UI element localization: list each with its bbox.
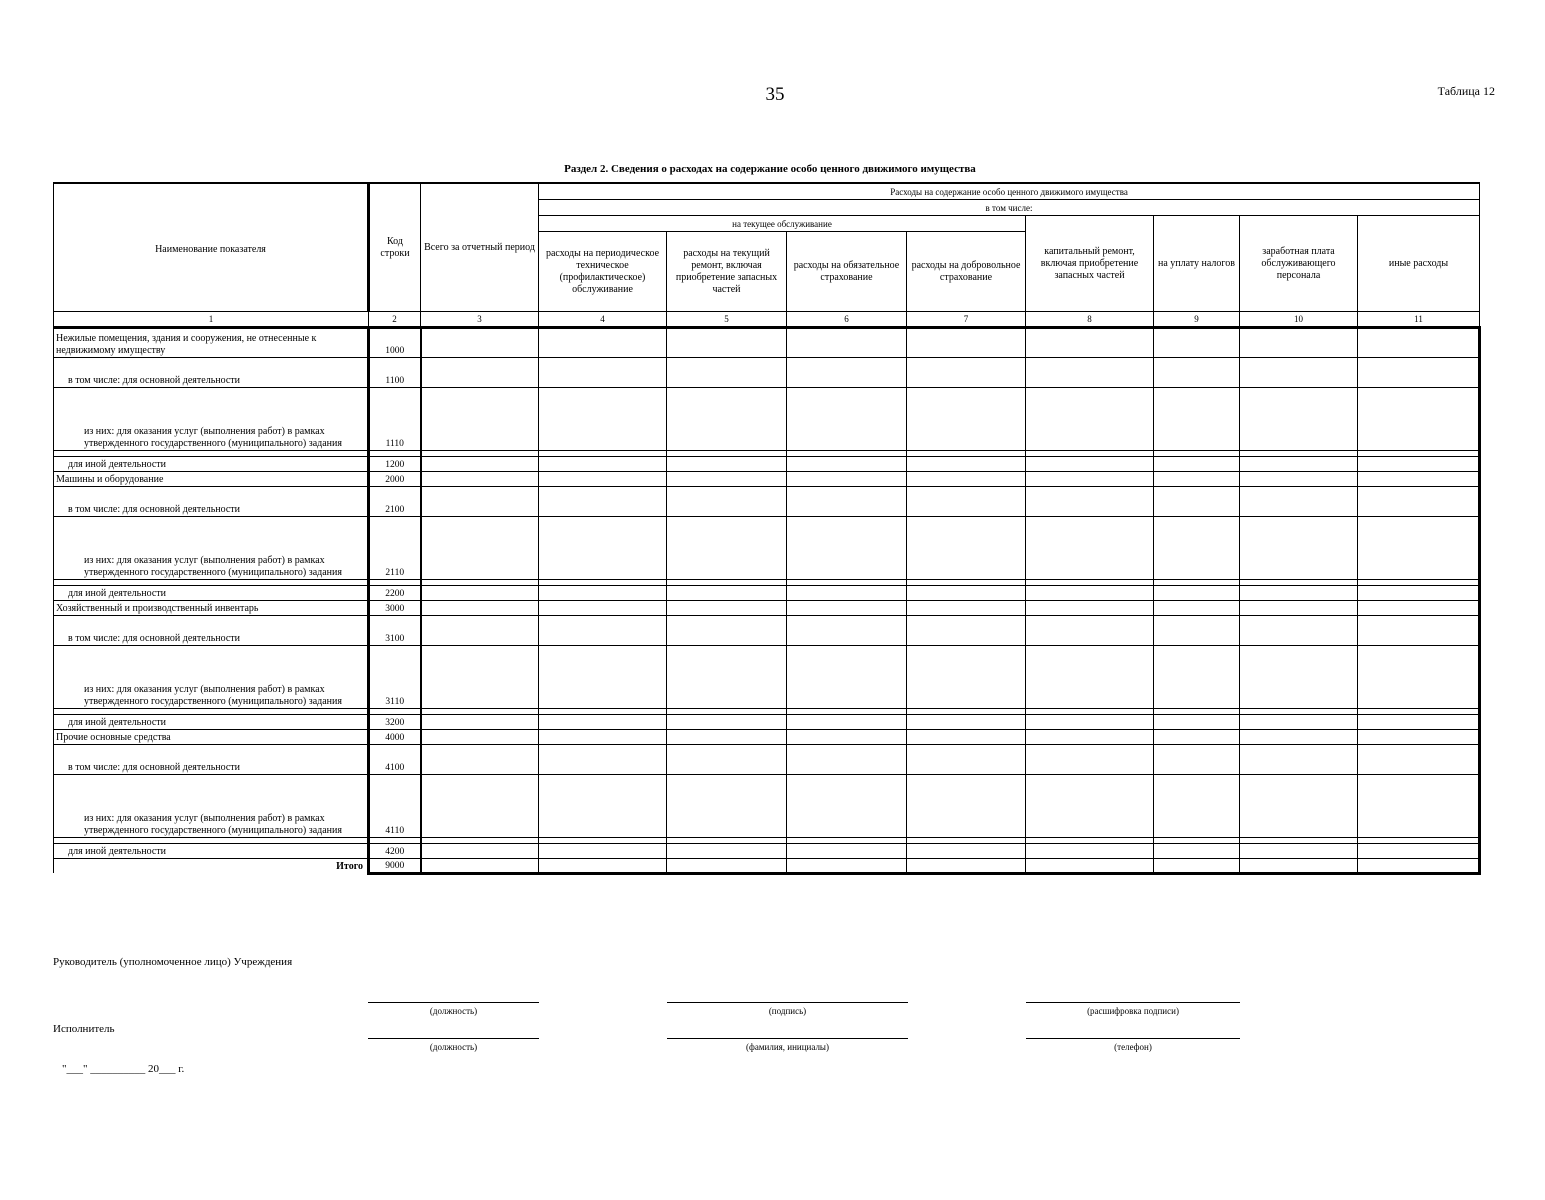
- value-cell[interactable]: [421, 715, 539, 730]
- value-cell[interactable]: [1154, 358, 1240, 388]
- value-cell[interactable]: [539, 646, 667, 709]
- value-cell[interactable]: [787, 517, 907, 580]
- row-name: в том числе: для основной деятельности: [54, 358, 369, 388]
- row-name: для иной деятельности: [54, 715, 369, 730]
- row-name: для иной деятельности: [54, 844, 369, 859]
- row-name: Прочие основные средства: [54, 730, 369, 745]
- value-cell[interactable]: [907, 775, 1026, 838]
- value-cell[interactable]: [1026, 487, 1154, 517]
- value-cell[interactable]: [1240, 730, 1358, 745]
- value-cell[interactable]: [787, 328, 907, 358]
- section-title: Раздел 2. Сведения о расходах на содержание особо ценного движимого имущества: [564, 163, 976, 175]
- value-cell[interactable]: [1240, 775, 1358, 838]
- value-cell[interactable]: [421, 844, 539, 859]
- value-cell[interactable]: [907, 457, 1026, 472]
- header-col-10: заработная плата обслуживающего персонала: [1240, 216, 1358, 312]
- value-cell[interactable]: [421, 388, 539, 451]
- value-cell[interactable]: [907, 517, 1026, 580]
- value-cell[interactable]: [667, 328, 787, 358]
- row-name: в том числе: для основной деятельности: [54, 616, 369, 646]
- value-cell[interactable]: [1026, 859, 1154, 874]
- value-cell[interactable]: [1240, 487, 1358, 517]
- row-code: 2100: [369, 487, 421, 517]
- value-cell[interactable]: [1358, 859, 1480, 874]
- value-cell[interactable]: [539, 388, 667, 451]
- table-row: [54, 616, 1480, 646]
- value-cell[interactable]: [907, 358, 1026, 388]
- expenses-table: [53, 182, 1481, 875]
- value-cell[interactable]: [539, 358, 667, 388]
- value-cell[interactable]: [539, 715, 667, 730]
- row-code: 3200: [369, 715, 421, 730]
- row-code: 4100: [369, 745, 421, 775]
- row-code: 1200: [369, 457, 421, 472]
- header-including: в том числе:: [539, 200, 1480, 216]
- value-cell[interactable]: [421, 472, 539, 487]
- executor-position-caption: (должность): [429, 1042, 478, 1052]
- value-cell[interactable]: [907, 487, 1026, 517]
- row-name: в том числе: для основной деятельности: [54, 487, 369, 517]
- row-name: из них: для оказания услуг (выполнения работ) в рамках утвержденного государственного (муниципального) задания: [54, 775, 369, 838]
- table-row: [54, 517, 1480, 580]
- value-cell[interactable]: [1358, 517, 1480, 580]
- value-cell[interactable]: [1358, 358, 1480, 388]
- table-row: [54, 859, 1480, 874]
- value-cell[interactable]: [421, 457, 539, 472]
- executor-label: Исполнитель: [53, 1023, 115, 1035]
- col-number: 5: [667, 312, 787, 328]
- value-cell[interactable]: [1358, 487, 1480, 517]
- value-cell[interactable]: [1358, 730, 1480, 745]
- table-row: [54, 730, 1480, 745]
- row-code: 2000: [369, 472, 421, 487]
- value-cell[interactable]: [1358, 715, 1480, 730]
- value-cell[interactable]: [1154, 859, 1240, 874]
- value-cell[interactable]: [667, 844, 787, 859]
- executor-name-caption: (фамилия, инициалы): [746, 1042, 829, 1052]
- value-cell[interactable]: [667, 517, 787, 580]
- value-cell[interactable]: [787, 586, 907, 601]
- phone-caption: (телефон): [1114, 1042, 1152, 1052]
- value-cell[interactable]: [787, 487, 907, 517]
- value-cell[interactable]: [1358, 472, 1480, 487]
- phone-line[interactable]: [1026, 1038, 1240, 1039]
- value-cell[interactable]: [1026, 472, 1154, 487]
- value-cell[interactable]: [421, 601, 539, 616]
- value-cell[interactable]: [539, 487, 667, 517]
- header-current-service: на текущее обслуживание: [539, 216, 1026, 232]
- value-cell[interactable]: [1154, 601, 1240, 616]
- value-cell[interactable]: [907, 472, 1026, 487]
- signature-decode-caption: (расшифровка подписи): [1087, 1006, 1179, 1016]
- value-cell[interactable]: [667, 730, 787, 745]
- header-col-11: иные расходы: [1358, 216, 1480, 312]
- row-code: 3100: [369, 616, 421, 646]
- value-cell[interactable]: [1026, 586, 1154, 601]
- header-col-4: расходы на периодическое техническое (профилактическое) обслуживание: [539, 232, 667, 312]
- value-cell[interactable]: [787, 859, 907, 874]
- col-number: 6: [787, 312, 907, 328]
- table-row: [54, 472, 1480, 487]
- head-label: Руководитель (уполномоченное лицо) Учреждения: [53, 956, 293, 968]
- row-name: Машины и оборудование: [54, 472, 369, 487]
- row-name: Хозяйственный и производственный инвентарь: [54, 601, 369, 616]
- row-name: Нежилые помещения, здания и сооружения, не отнесенные к недвижимому имуществу: [54, 328, 369, 358]
- value-cell[interactable]: [787, 715, 907, 730]
- value-cell[interactable]: [421, 730, 539, 745]
- row-name: для иной деятельности: [54, 586, 369, 601]
- signature-decode-line[interactable]: [1026, 1002, 1240, 1003]
- row-name: в том числе: для основной деятельности: [54, 745, 369, 775]
- header-col-7: расходы на добровольное страхование: [907, 232, 1026, 312]
- value-cell[interactable]: [667, 745, 787, 775]
- value-cell[interactable]: [787, 472, 907, 487]
- table-row: [54, 715, 1480, 730]
- table-row: [54, 487, 1480, 517]
- value-cell[interactable]: [1358, 616, 1480, 646]
- row-name: из них: для оказания услуг (выполнения работ) в рамках утвержденного государственного (муниципального) задания: [54, 388, 369, 451]
- value-cell[interactable]: [1154, 616, 1240, 646]
- value-cell[interactable]: [1154, 730, 1240, 745]
- row-name: Итого: [54, 859, 369, 874]
- value-cell[interactable]: [667, 457, 787, 472]
- table-row: [54, 457, 1480, 472]
- value-cell[interactable]: [1154, 517, 1240, 580]
- value-cell[interactable]: [907, 745, 1026, 775]
- value-cell[interactable]: [539, 457, 667, 472]
- value-cell[interactable]: [1026, 844, 1154, 859]
- value-cell[interactable]: [1154, 586, 1240, 601]
- value-cell[interactable]: [907, 586, 1026, 601]
- table-row: [54, 601, 1480, 616]
- executor-position-line[interactable]: [368, 1038, 539, 1039]
- value-cell[interactable]: [1358, 646, 1480, 709]
- col-number: 7: [907, 312, 1026, 328]
- value-cell[interactable]: [667, 715, 787, 730]
- value-cell[interactable]: [1026, 457, 1154, 472]
- value-cell[interactable]: [1358, 586, 1480, 601]
- value-cell[interactable]: [667, 616, 787, 646]
- value-cell[interactable]: [1026, 358, 1154, 388]
- value-cell[interactable]: [787, 745, 907, 775]
- value-cell[interactable]: [1026, 616, 1154, 646]
- value-cell[interactable]: [787, 457, 907, 472]
- value-cell[interactable]: [907, 646, 1026, 709]
- value-cell[interactable]: [539, 328, 667, 358]
- value-cell[interactable]: [1240, 646, 1358, 709]
- value-cell[interactable]: [1154, 472, 1240, 487]
- row-code: 1000: [369, 328, 421, 358]
- value-cell[interactable]: [907, 715, 1026, 730]
- header-col-6: расходы на обязательное страхование: [787, 232, 907, 312]
- value-cell[interactable]: [421, 745, 539, 775]
- value-cell[interactable]: [907, 730, 1026, 745]
- header-total: Всего за отчетный период: [421, 183, 539, 312]
- value-cell[interactable]: [1358, 745, 1480, 775]
- row-code: 2200: [369, 586, 421, 601]
- value-cell[interactable]: [787, 601, 907, 616]
- col-number: 9: [1154, 312, 1240, 328]
- value-cell[interactable]: [787, 844, 907, 859]
- value-cell[interactable]: [787, 730, 907, 745]
- value-cell[interactable]: [1026, 775, 1154, 838]
- value-cell[interactable]: [787, 646, 907, 709]
- value-cell[interactable]: [1240, 616, 1358, 646]
- value-cell[interactable]: [667, 358, 787, 388]
- value-cell[interactable]: [421, 328, 539, 358]
- table-row: [54, 388, 1480, 451]
- value-cell[interactable]: [1358, 775, 1480, 838]
- value-cell[interactable]: [1026, 328, 1154, 358]
- value-cell[interactable]: [1154, 844, 1240, 859]
- value-cell[interactable]: [1240, 601, 1358, 616]
- value-cell[interactable]: [1026, 715, 1154, 730]
- row-code: 3000: [369, 601, 421, 616]
- col-number: 3: [421, 312, 539, 328]
- col-number: 2: [369, 312, 421, 328]
- value-cell[interactable]: [1240, 715, 1358, 730]
- value-cell[interactable]: [1240, 328, 1358, 358]
- table-row: [54, 328, 1480, 358]
- row-code: 4110: [369, 775, 421, 838]
- value-cell[interactable]: [1240, 745, 1358, 775]
- table-row: [54, 775, 1480, 838]
- value-cell[interactable]: [1240, 472, 1358, 487]
- col-number: 11: [1358, 312, 1480, 328]
- table-body: [54, 328, 1480, 874]
- value-cell[interactable]: [421, 517, 539, 580]
- value-cell[interactable]: [539, 601, 667, 616]
- value-cell[interactable]: [667, 586, 787, 601]
- value-cell[interactable]: [1358, 601, 1480, 616]
- value-cell[interactable]: [421, 616, 539, 646]
- col-number: 10: [1240, 312, 1358, 328]
- value-cell[interactable]: [1240, 457, 1358, 472]
- value-cell[interactable]: [1240, 388, 1358, 451]
- value-cell[interactable]: [1240, 859, 1358, 874]
- col-number: 8: [1026, 312, 1154, 328]
- value-cell[interactable]: [539, 472, 667, 487]
- value-cell[interactable]: [1240, 844, 1358, 859]
- header-expenses: Расходы на содержание особо ценного движимого имущества: [539, 183, 1480, 200]
- value-cell[interactable]: [1026, 646, 1154, 709]
- value-cell[interactable]: [907, 859, 1026, 874]
- executor-name-line[interactable]: [667, 1038, 908, 1039]
- value-cell[interactable]: [1240, 586, 1358, 601]
- position-caption: (должность): [429, 1006, 478, 1016]
- value-cell[interactable]: [1358, 328, 1480, 358]
- row-code: 1100: [369, 358, 421, 388]
- row-name: из них: для оказания услуг (выполнения работ) в рамках утвержденного государственного (муниципального) задания: [54, 646, 369, 709]
- value-cell[interactable]: [787, 388, 907, 451]
- value-cell[interactable]: [1154, 457, 1240, 472]
- value-cell[interactable]: [667, 472, 787, 487]
- value-cell[interactable]: [1154, 388, 1240, 451]
- header-name: Наименование показателя: [54, 183, 369, 312]
- row-name: для иной деятельности: [54, 457, 369, 472]
- value-cell[interactable]: [787, 775, 907, 838]
- table-row: [54, 646, 1480, 709]
- value-cell[interactable]: [1154, 646, 1240, 709]
- col-number: 4: [539, 312, 667, 328]
- table-number-label: Таблица 12: [1437, 84, 1495, 98]
- row-code: 4200: [369, 844, 421, 859]
- row-name: из них: для оказания услуг (выполнения работ) в рамках утвержденного государственного (муниципального) задания: [54, 517, 369, 580]
- row-code: 2110: [369, 517, 421, 580]
- value-cell[interactable]: [1358, 388, 1480, 451]
- value-cell[interactable]: [421, 775, 539, 838]
- value-cell[interactable]: [1358, 457, 1480, 472]
- value-cell[interactable]: [787, 358, 907, 388]
- signature-line[interactable]: [667, 1002, 908, 1003]
- row-code: 9000: [369, 859, 421, 874]
- value-cell[interactable]: [1154, 745, 1240, 775]
- value-cell[interactable]: [539, 844, 667, 859]
- value-cell[interactable]: [1154, 715, 1240, 730]
- value-cell[interactable]: [1154, 487, 1240, 517]
- value-cell[interactable]: [1154, 328, 1240, 358]
- value-cell[interactable]: [1240, 517, 1358, 580]
- value-cell[interactable]: [539, 730, 667, 745]
- value-cell[interactable]: [1026, 745, 1154, 775]
- value-cell[interactable]: [907, 616, 1026, 646]
- value-cell[interactable]: [667, 601, 787, 616]
- position-line[interactable]: [368, 1002, 539, 1003]
- value-cell[interactable]: [907, 388, 1026, 451]
- table-row: [54, 844, 1480, 859]
- value-cell[interactable]: [1026, 730, 1154, 745]
- value-cell[interactable]: [907, 601, 1026, 616]
- value-cell[interactable]: [907, 844, 1026, 859]
- value-cell[interactable]: [1240, 358, 1358, 388]
- value-cell[interactable]: [1358, 844, 1480, 859]
- value-cell[interactable]: [539, 517, 667, 580]
- page-number: 35: [765, 84, 785, 105]
- value-cell[interactable]: [421, 646, 539, 709]
- header-col-8: капитальный ремонт, включая приобретение запасных частей: [1026, 216, 1154, 312]
- value-cell[interactable]: [539, 616, 667, 646]
- header-col-5: расходы на текущий ремонт, включая приобретение запасных частей: [667, 232, 787, 312]
- value-cell[interactable]: [667, 775, 787, 838]
- value-cell[interactable]: [539, 859, 667, 874]
- value-cell[interactable]: [667, 487, 787, 517]
- value-cell[interactable]: [1154, 775, 1240, 838]
- value-cell[interactable]: [539, 775, 667, 838]
- value-cell[interactable]: [1026, 601, 1154, 616]
- col-number: 1: [54, 312, 369, 328]
- value-cell[interactable]: [421, 358, 539, 388]
- row-code: 4000: [369, 730, 421, 745]
- value-cell[interactable]: [539, 745, 667, 775]
- value-cell[interactable]: [1026, 517, 1154, 580]
- table-row: [54, 745, 1480, 775]
- header-col-9: на уплату налогов: [1154, 216, 1240, 312]
- value-cell[interactable]: [421, 487, 539, 517]
- value-cell[interactable]: [539, 586, 667, 601]
- value-cell[interactable]: [787, 616, 907, 646]
- table-row: [54, 358, 1480, 388]
- value-cell[interactable]: [907, 328, 1026, 358]
- date-field[interactable]: "___" __________ 20___ г.: [62, 1063, 185, 1075]
- value-cell[interactable]: [667, 388, 787, 451]
- value-cell[interactable]: [421, 859, 539, 874]
- signature-caption: (подпись): [768, 1006, 807, 1016]
- value-cell[interactable]: [667, 859, 787, 874]
- table-row: [54, 586, 1480, 601]
- row-code: 3110: [369, 646, 421, 709]
- row-code: 1110: [369, 388, 421, 451]
- header-code: Код строки: [369, 183, 421, 312]
- value-cell[interactable]: [667, 646, 787, 709]
- value-cell[interactable]: [1026, 388, 1154, 451]
- value-cell[interactable]: [421, 586, 539, 601]
